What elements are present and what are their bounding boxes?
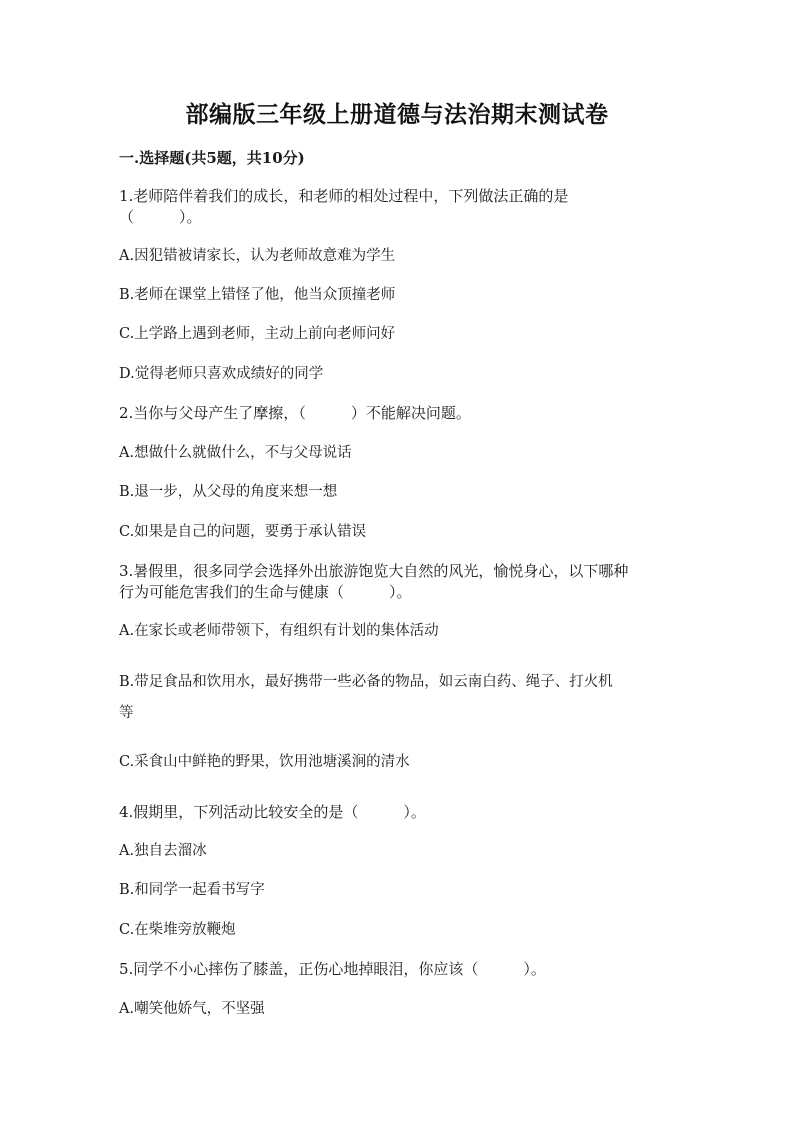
- question-2-stem: 2.当你与父母产生了摩擦，（ ）不能解决问题。: [119, 404, 471, 422]
- question-1-option-a: A.因犯错被请家长，认为老师故意难为学生: [119, 248, 396, 264]
- question-1-stem-line-2: （ ）。: [119, 208, 202, 226]
- question-1-option-d: D.觉得老师只喜欢成绩好的同学: [119, 366, 324, 382]
- question-3-option-c: C.采食山中鲜艳的野果，饮用池塘溪涧的清水: [119, 754, 410, 770]
- question-4-option-b: B.和同学一起看书写字: [119, 882, 265, 898]
- exam-title: 部编版三年级上册道德与法治期末测试卷: [185, 101, 609, 128]
- question-2-option-b: B.退一步，从父母的角度来想一想: [119, 484, 338, 500]
- question-4-option-a: A.独自去溜冰: [119, 843, 207, 859]
- question-1-stem-line-1: 1.老师陪伴着我们的成长，和老师的相处过程中，下列做法正确的是: [119, 187, 569, 205]
- question-2-option-a: A.想做什么就做什么，不与父母说话: [119, 445, 352, 461]
- question-3-option-a: A.在家长或老师带领下，有组织有计划的集体活动: [119, 623, 439, 639]
- section-heading: 一.选择题(共5题，共10分): [119, 149, 305, 167]
- question-5-option-a: A.嘲笑他娇气，不坚强: [119, 1001, 265, 1017]
- question-4-option-c: C.在柴堆旁放鞭炮: [119, 922, 236, 938]
- question-3-option-b-line-2: 等: [119, 705, 134, 721]
- question-3-stem-line-1: 3.暑假里，很多同学会选择外出旅游饱览大自然的风光，愉悦身心，以下哪种: [119, 562, 629, 580]
- question-3-option-b-line-1: B.带足食品和饮用水，最好携带一些必备的物品，如云南白药、绳子、打火机: [119, 674, 613, 690]
- question-1-option-c: C.上学路上遇到老师，主动上前向老师问好: [119, 326, 396, 342]
- question-5-stem: 5.同学不小心摔伤了膝盖，正伤心地掉眼泪，你应该（ ）。: [119, 960, 546, 978]
- question-1-option-b: B.老师在课堂上错怪了他，他当众顶撞老师: [119, 287, 396, 303]
- question-2-option-c: C.如果是自己的问题，要勇于承认错误: [119, 524, 367, 540]
- question-3-stem-line-2: 行为可能危害我们的生命与健康（ ）。: [119, 583, 412, 601]
- question-4-stem: 4.假期里，下列活动比较安全的是（ ）。: [119, 803, 426, 821]
